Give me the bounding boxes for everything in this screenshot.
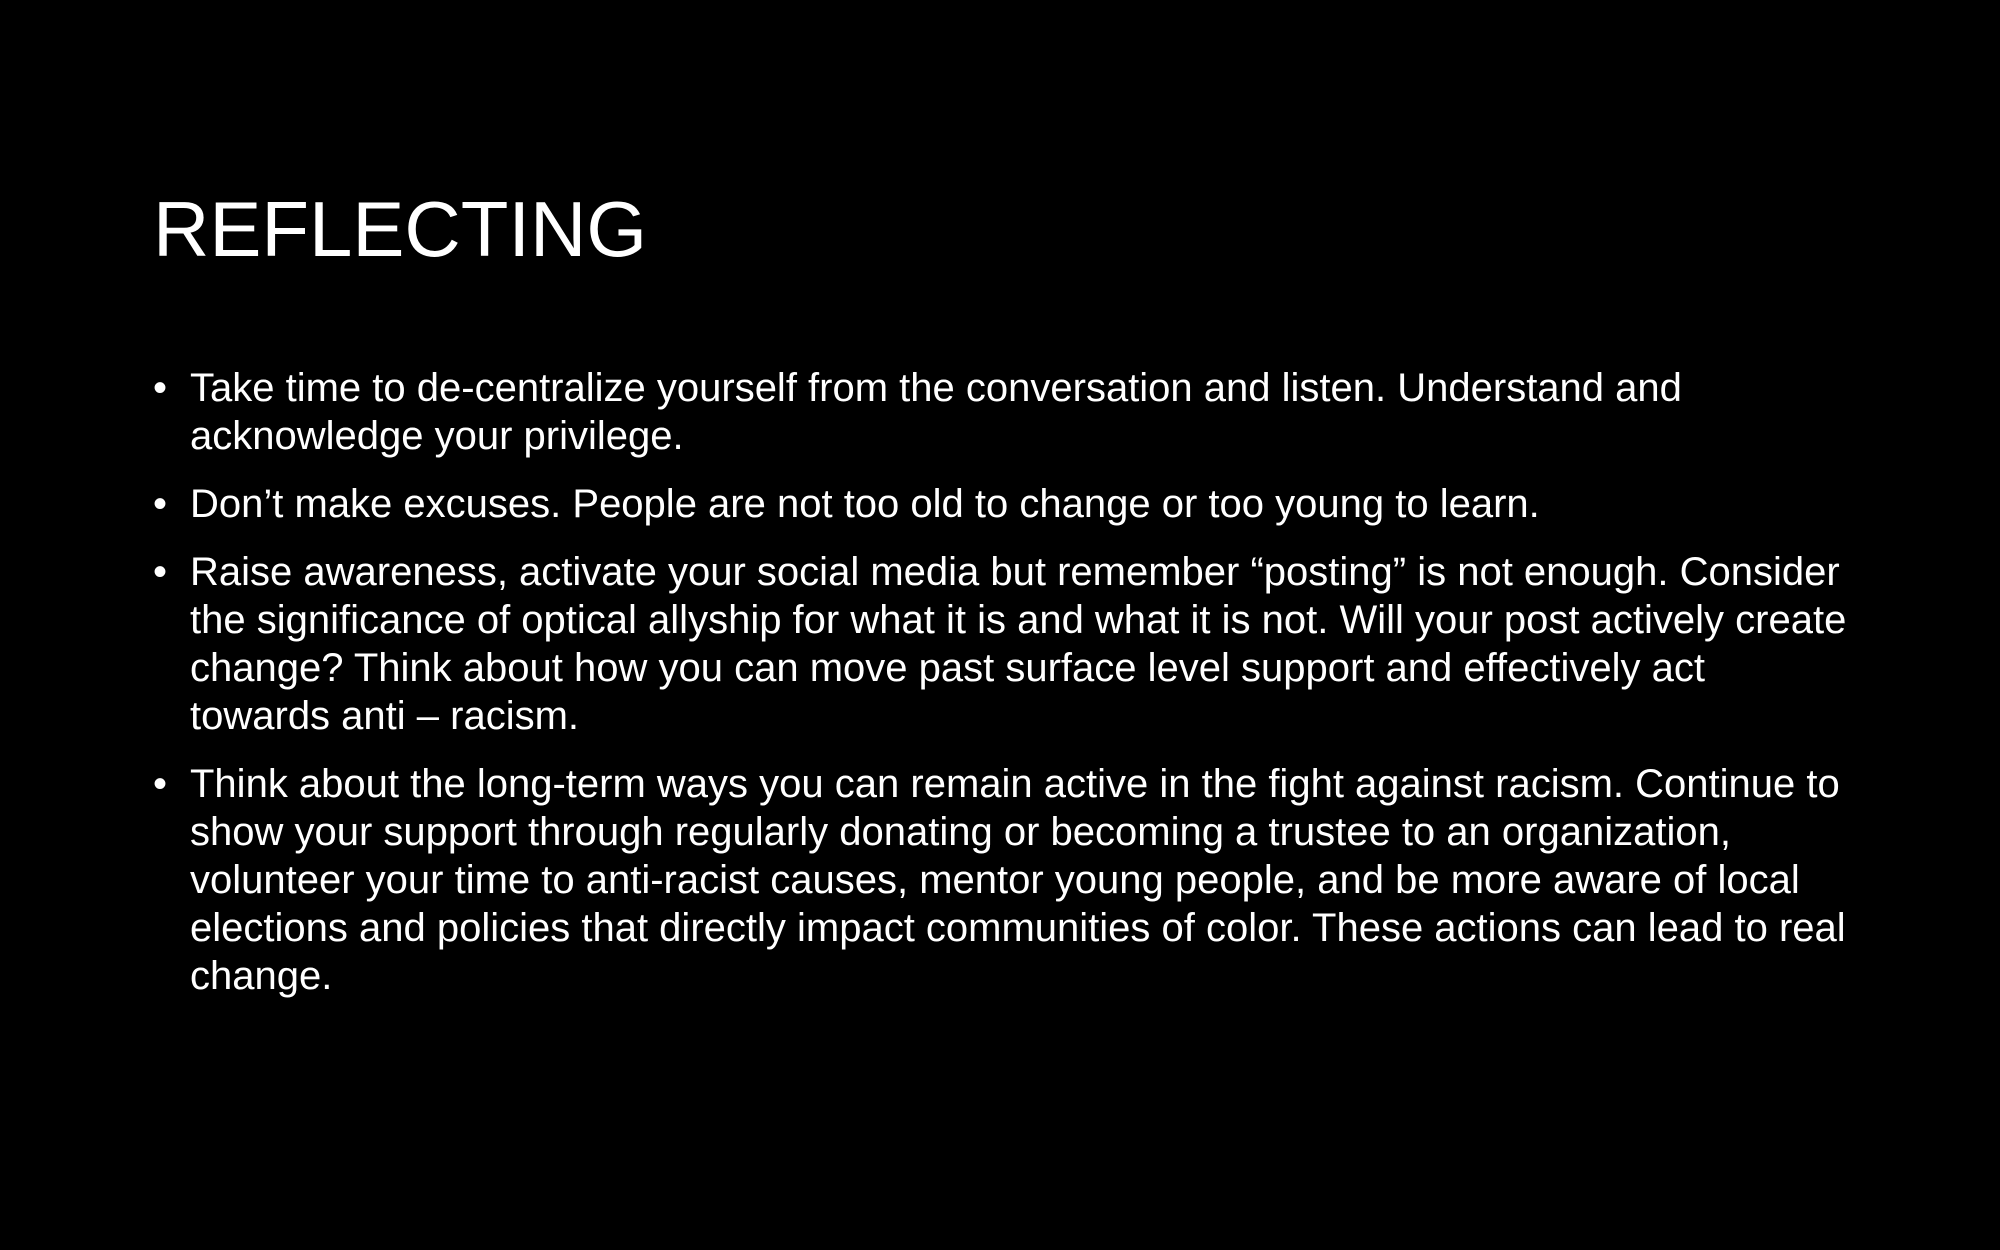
- bullet-text: Take time to de-centralize yourself from the conversation and listen. Understand and acknowledge your privilege.: [190, 366, 1682, 458]
- bullet-item-1: [153, 364, 1853, 460]
- bullet-dot-icon: •: [153, 762, 168, 806]
- bullet-dot-icon: •: [153, 482, 168, 526]
- bullet-item-2: [153, 480, 1853, 528]
- bullet-list: [153, 364, 1853, 1020]
- bullet-dot-icon: •: [153, 550, 168, 594]
- bullet-dot-icon: •: [153, 366, 168, 410]
- bullet-text: Think about the long-term ways you can remain active in the fight against racism. Continue to show your support through regularly donating or becoming a trustee to an organization, volunteer your time to anti-racist causes, mentor young people, and be more aware of local elections and policies that directly impact communities of color. These actions can lead to real change.: [190, 762, 1846, 998]
- bullet-item-4: [153, 760, 1853, 1000]
- slide-title: REFLECTING: [153, 185, 648, 273]
- bullet-text: Don’t make excuses. People are not too old to change or too young to learn.: [190, 482, 1540, 526]
- bullet-item-3: [153, 548, 1853, 740]
- bullet-text: Raise awareness, activate your social media but remember “posting” is not enough. Consider the significance of optical allyship for what it is and what it is not. Will your post actively create change? Think about how you can move past surface level support and effectively act towards anti – racism.: [190, 550, 1847, 738]
